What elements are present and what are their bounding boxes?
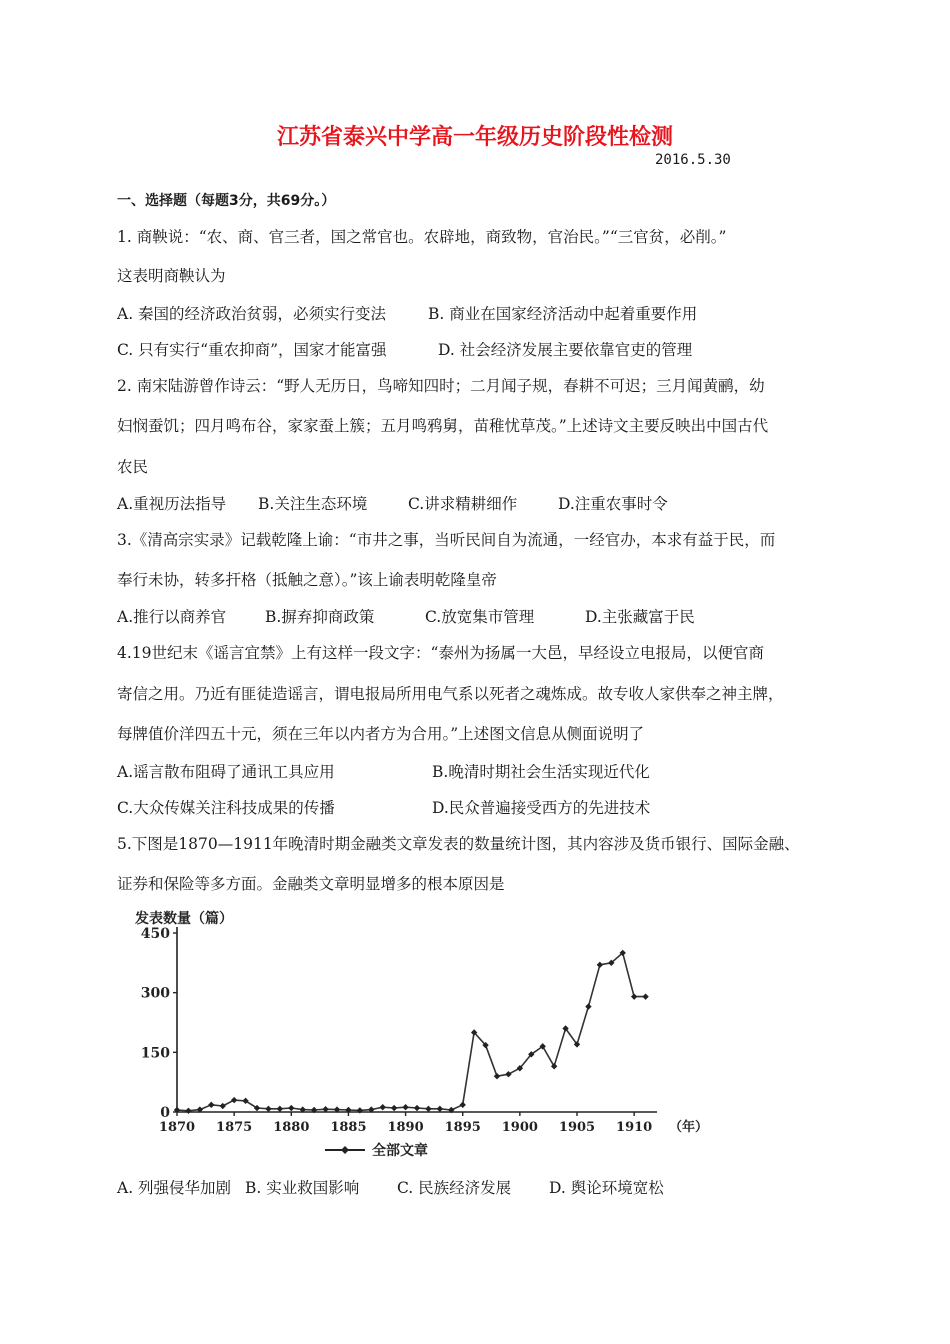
- data-point-marker: [585, 1003, 591, 1009]
- data-point-marker: [505, 1071, 511, 1077]
- data-point-marker: [380, 1104, 386, 1110]
- data-point-marker: [631, 993, 637, 999]
- q4-option-d: D.民众普遍接受西方的先进技术: [432, 799, 651, 817]
- section-heading: 一、选择题（每题3分，共69分。）: [117, 193, 336, 209]
- q2-option-a: A.重视历法指导: [117, 495, 227, 513]
- q3-stem-line2: 奉行未协，转多扞格（抵触之意）。”该上谕表明乾隆皇帝: [117, 571, 497, 589]
- q3-stem-line1: 3.《清高宗实录》记载乾隆上谕：“市井之事，当听民间自为流通，一经官办，本求有益于民，而: [117, 531, 776, 549]
- x-tick-label: 1870: [158, 1120, 196, 1135]
- x-tick-label: 1885: [330, 1120, 367, 1135]
- data-point-marker: [220, 1103, 226, 1109]
- data-point-marker: [402, 1104, 408, 1110]
- legend-marker: [341, 1146, 349, 1154]
- q2-stem-line2: 妇悯蚕饥；四月鸣布谷，家家蚕上簇；五月鸣鸦舅，苗稚忧草茂。”上述诗文主要反映出中国古代: [117, 417, 769, 435]
- data-point-marker: [437, 1106, 443, 1112]
- data-point-marker: [185, 1108, 191, 1114]
- q4-option-b: B.晚清时期社会生活实现近代化: [432, 763, 650, 781]
- q2-option-b: B.关注生态环境: [258, 495, 368, 513]
- x-tick-label: 1890: [387, 1120, 424, 1135]
- q1-option-b: B. 商业在国家经济活动中起着重要作用: [428, 305, 698, 323]
- chart-ylabel: 发表数量（篇）: [135, 911, 233, 927]
- q4-option-c: C.大众传媒关注科技成果的传播: [117, 799, 335, 817]
- q2-stem-line3: 农民: [117, 458, 149, 476]
- q2-option-d: D.注重农事时令: [558, 495, 668, 513]
- data-point-marker: [494, 1073, 500, 1079]
- x-tick-label: 1895: [444, 1120, 481, 1135]
- q5-option-c: C. 民族经济发展: [397, 1179, 512, 1197]
- q4-stem-line3: 每牌值价洋四五十元，须在三年以内者方为合用。”上述图文信息从侧面说明了: [117, 725, 645, 743]
- page-title: 江苏省泰兴中学高一年级历史阶段性检测: [276, 125, 673, 150]
- x-tick-label: 1910: [616, 1120, 653, 1135]
- data-point-marker: [288, 1105, 294, 1111]
- q5-option-b: B. 实业救国影响: [245, 1179, 360, 1197]
- q3-option-a: A.推行以商养官: [117, 608, 227, 626]
- q4-stem-line2: 寄信之用。乃近有匪徒造谣言，谓电报局所用电气系以死者之魂炼成。故专收人家供奉之神主牌，: [117, 685, 784, 703]
- q4-option-a: A.谣言散布阻碍了通讯工具应用: [117, 763, 335, 781]
- data-point-marker: [231, 1097, 237, 1103]
- q2-option-c: C.讲求精耕细作: [408, 495, 518, 513]
- q1-stem-line1: 1. 商鞅说：“农、商、官三者，国之常官也。农辟地，商致物，官治民。”“三官贫，必削。”: [117, 228, 727, 246]
- q4-stem-line1: 4.19世纪末《谣言宜禁》上有这样一段文字：“泰州为扬属一大邑，早经设立电报局，以便官商: [117, 644, 764, 662]
- y-tick-label: 0: [160, 1105, 170, 1121]
- y-tick-label: 150: [140, 1045, 170, 1062]
- series-line-path: [177, 953, 646, 1111]
- data-point-marker: [642, 993, 648, 999]
- data-point-marker: [265, 1106, 271, 1112]
- data-point-marker: [597, 962, 603, 968]
- exam-date: 2016.5.30: [655, 152, 731, 168]
- x-tick-label: 1905: [558, 1120, 596, 1135]
- legend-label: 全部文章: [372, 1143, 428, 1159]
- y-tick-label: 450: [140, 926, 170, 942]
- q3-option-d: D.主张藏富于民: [585, 608, 695, 626]
- data-point-marker: [391, 1105, 397, 1111]
- y-tick-label: 300: [140, 985, 170, 1002]
- chart-legend: [325, 1142, 428, 1159]
- q5-stem-line2: 证券和保险等多方面。金融类文章明显增多的根本原因是: [117, 875, 505, 893]
- q3-option-c: C.放宽集市管理: [425, 608, 535, 626]
- x-tick-label: 1875: [216, 1120, 253, 1135]
- data-point-marker: [277, 1106, 283, 1112]
- q3-option-b: B.摒弃抑商政策: [265, 608, 375, 626]
- data-point-marker: [208, 1102, 214, 1108]
- chart-series: [174, 950, 649, 1114]
- q5-stem-line1: 5.下图是1870—1911年晚清时期金融类文章发表的数量统计图，其内容涉及货币银行、国际金融、: [117, 835, 800, 853]
- q2-stem-line1: 2. 南宋陆游曾作诗云：“野人无历日，鸟啼知四时；二月闻子规，春耕不可迟；三月闻黄鹂，幼: [117, 377, 765, 395]
- data-point-marker: [425, 1106, 431, 1112]
- q5-option-d: D. 舆论环境宽松: [549, 1179, 664, 1197]
- q5-option-a: A. 列强侵华加剧: [117, 1179, 232, 1197]
- q1-option-a: A. 秦国的经济政治贫弱，必须实行变法: [117, 305, 387, 323]
- chart-xlabel: （年）: [669, 1120, 709, 1135]
- q1-stem-line2: 这表明商鞅认为: [117, 267, 226, 285]
- article-count-line-chart: [130, 905, 710, 1165]
- data-point-marker: [414, 1105, 420, 1111]
- data-point-marker: [460, 1102, 466, 1108]
- x-tick-label: 1880: [273, 1120, 310, 1135]
- q1-option-d: D. 社会经济发展主要依靠官吏的管理: [438, 341, 693, 359]
- q1-option-c: C. 只有实行“重农抑商”，国家才能富强: [117, 341, 387, 359]
- x-tick-label: 1900: [501, 1120, 538, 1135]
